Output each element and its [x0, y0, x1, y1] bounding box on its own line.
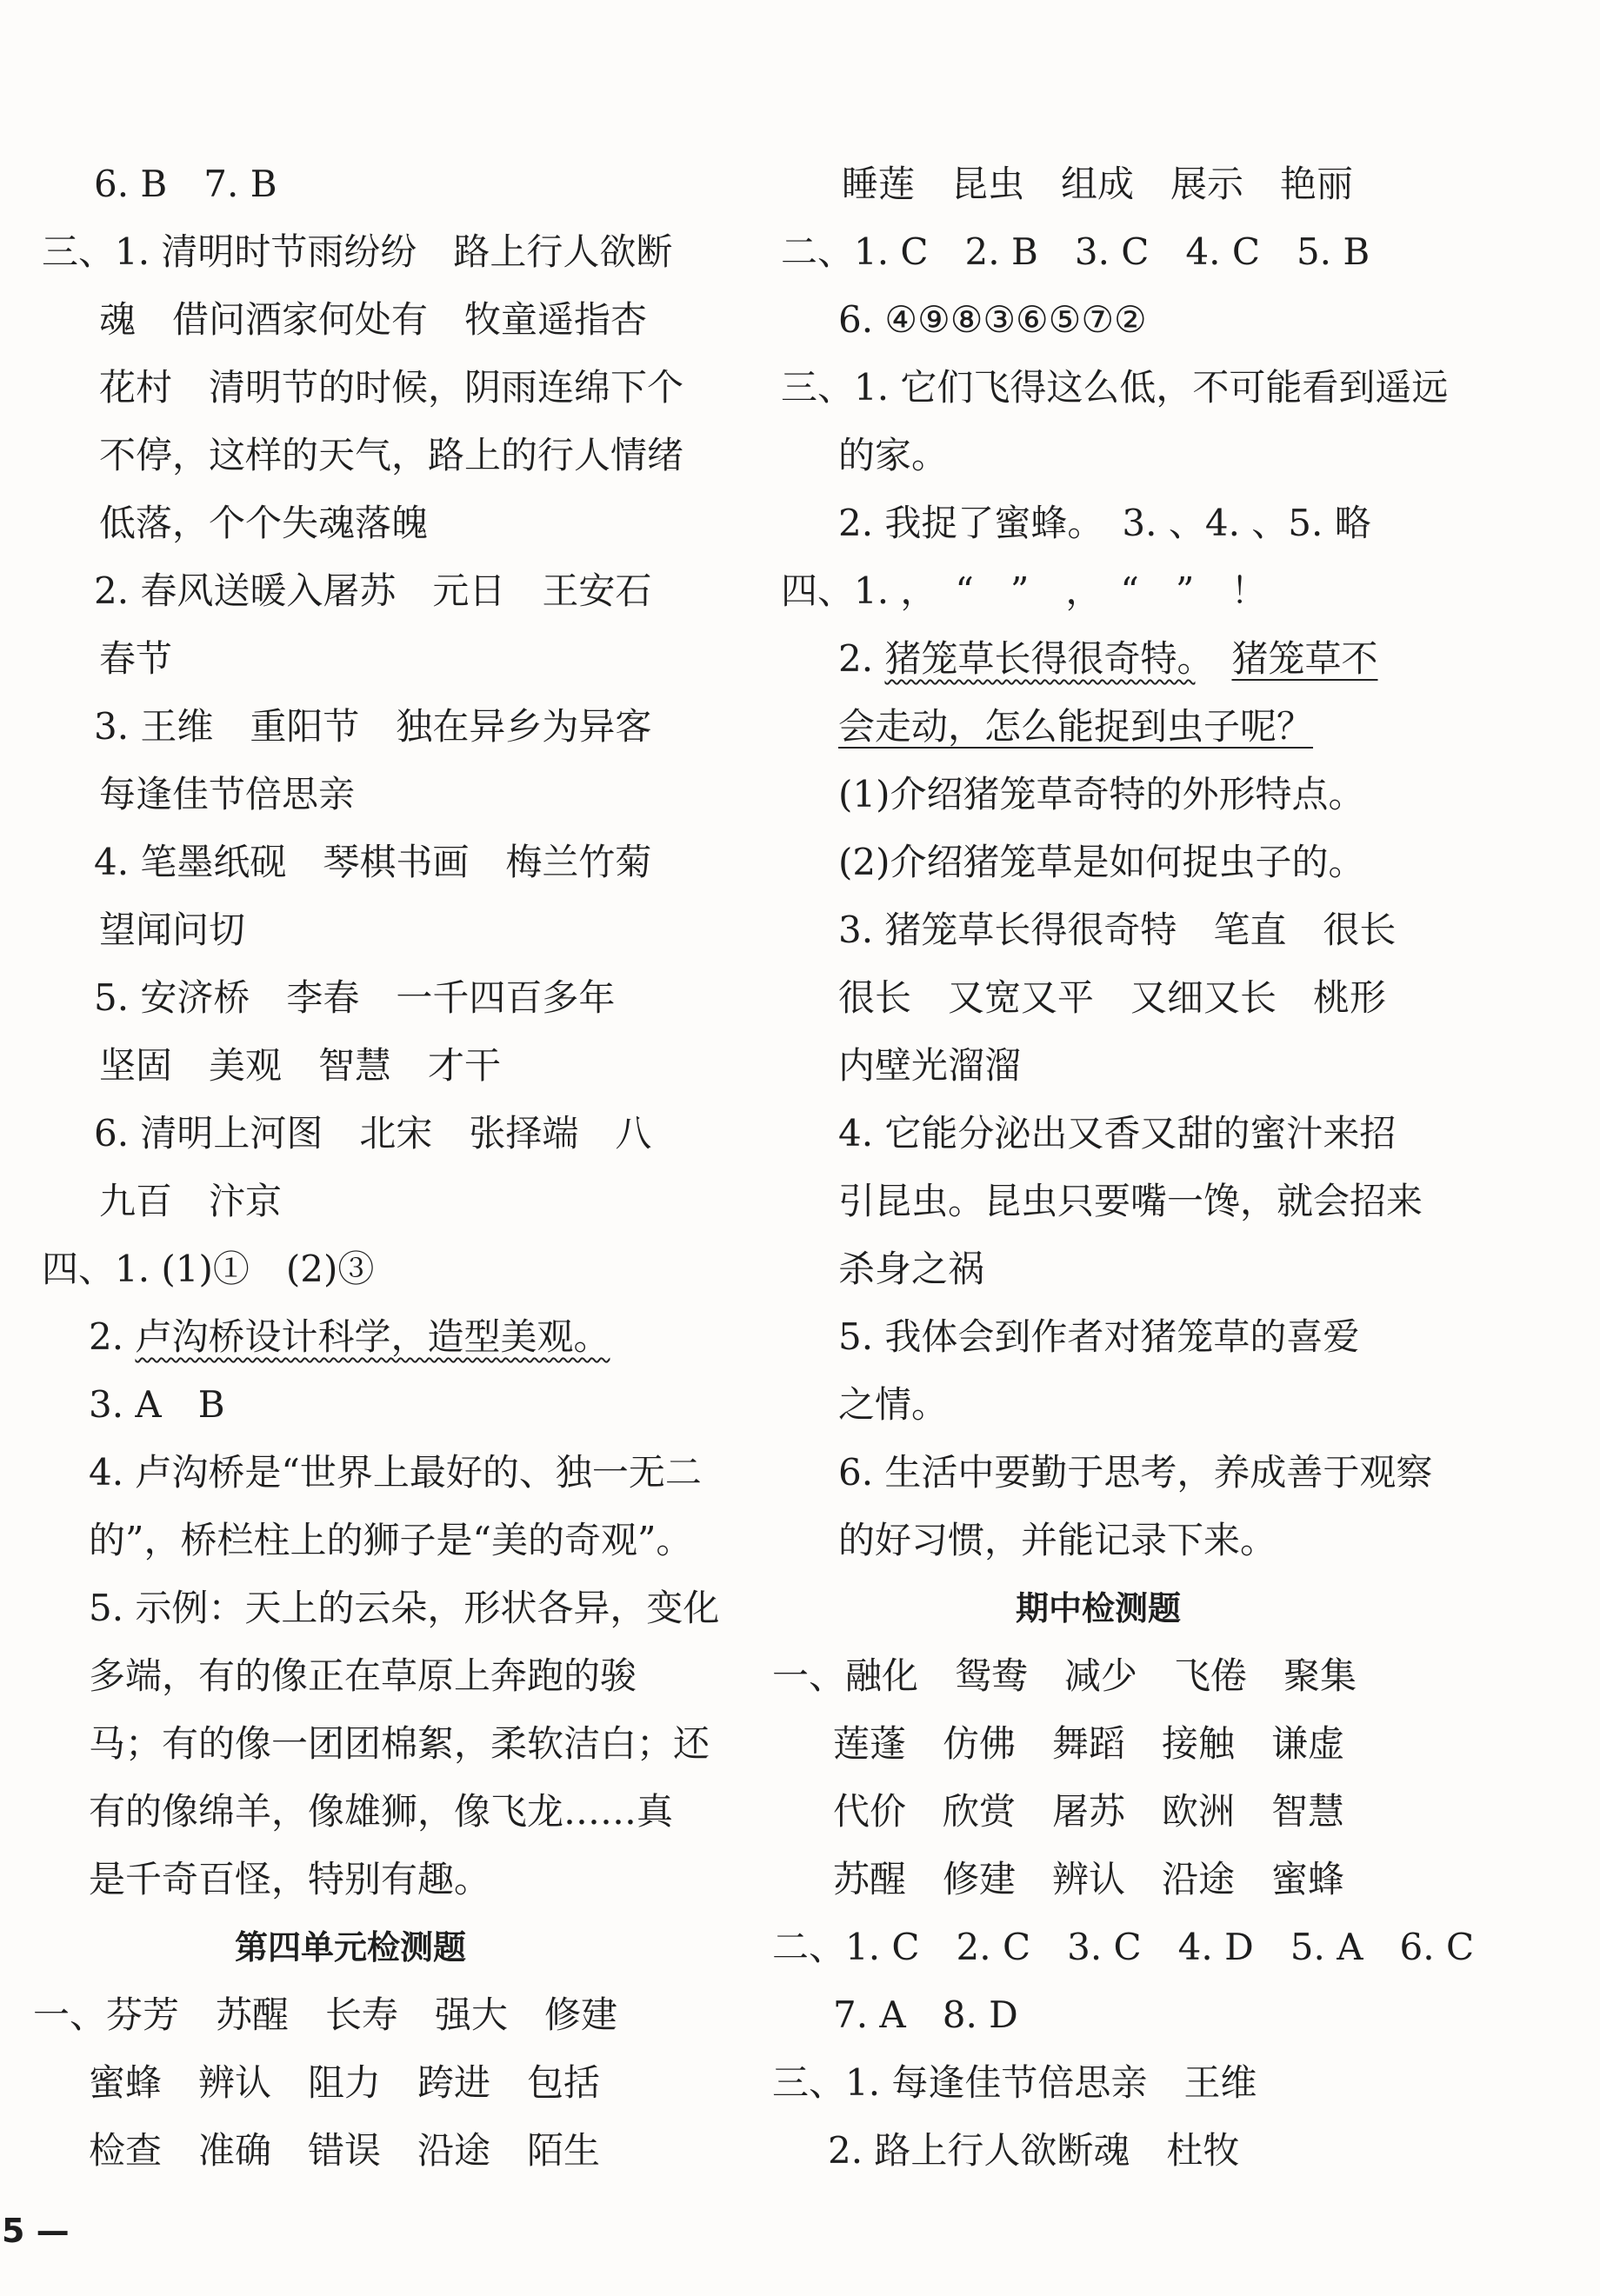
answer-line: 4. 卢沟桥是“世界上最好的、独一无二: [89, 1451, 702, 1494]
answer-line: 3. 王维 重阳节 独在异乡为异客: [94, 705, 652, 748]
item-number: 2.: [838, 637, 885, 680]
answer-line: 之情。: [838, 1383, 949, 1426]
answer-line: 低落，个个失魂落魄: [99, 502, 429, 544]
wavy-underlined-answer: 卢沟桥设计科学，造型美观。: [135, 1315, 610, 1358]
page-number: 5 —: [2, 2212, 70, 2250]
answer-line: 望闻问切: [99, 908, 246, 951]
answer-line: 4. 笔墨纸砚 琴棋书画 梅兰竹菊: [94, 841, 652, 883]
answer-line: 每逢佳节倍思亲: [99, 773, 356, 815]
answer-line: 坚固 美观 智慧 才干: [99, 1044, 502, 1087]
answer-line: 四、1. ， “ ” ， “ ” ！: [781, 569, 1268, 612]
answer-line: 2. 春风送暖入屠苏 元日 王安石: [94, 569, 652, 612]
answer-line: 一、芬芳 苏醒 长寿 强大 修建: [33, 1993, 618, 2036]
answer-line: 的”，桥栏柱上的狮子是“美的奇观”。: [89, 1519, 693, 1561]
section-heading: 期中检测题: [1016, 1589, 1182, 1627]
answer-line: 4. 它能分泌出又香又甜的蜜汁来招: [838, 1112, 1397, 1155]
answer-line: 三、1. 每逢佳节倍思亲 王维: [772, 2061, 1257, 2104]
answer-line: 引昆虫。昆虫只要嘴一馋，就会招来: [838, 1180, 1423, 1222]
answer-line: 代价 欣赏 屠苏 欧洲 智慧: [833, 1790, 1345, 1833]
answer-line: 魂 借问酒家何处有 牧童遥指杏: [99, 298, 648, 341]
answer-line: 2. 我捉了蜜蜂。 3. 、4. 、5. 略: [838, 502, 1371, 544]
answer-line: 多端，有的像正在草原上奔跑的骏: [89, 1654, 637, 1697]
answer-line: 睡莲 昆虫 组成 展示 艳丽: [842, 163, 1354, 205]
answer-line: 四、1. (1)① (2)③: [42, 1248, 375, 1290]
answer-line: 3. A B: [89, 1383, 225, 1426]
answer-line: 2. 路上行人欲断魂 杜牧: [828, 2129, 1240, 2172]
answer-line: (1)介绍猪笼草奇特的外形特点。: [838, 773, 1365, 815]
section-heading: 第四单元检测题: [235, 1928, 467, 1967]
answer-line: 三、1. 它们飞得这么低，不可能看到遥远: [781, 366, 1449, 409]
answer-line: 蜜蜂 辨认 阻力 跨进 包括: [89, 2061, 601, 2104]
answer-line: 检查 准确 错误 沿途 陌生: [89, 2129, 601, 2172]
underlined-answer: 会走动，怎么能捉到虫子呢？: [838, 705, 1314, 748]
answer-line: 6. 生活中要勤于思考，养成善于观察: [838, 1451, 1433, 1494]
answer-line: 莲蓬 仿佛 舞蹈 接触 谦虚: [833, 1722, 1345, 1765]
answer-line: 6. 清明上河图 北宋 张择端 八: [94, 1112, 652, 1155]
answer-line: 二、1. C 2. C 3. C 4. D 5. A 6. C: [772, 1926, 1475, 1968]
answer-line: 的好习惯，并能记录下来。: [838, 1519, 1277, 1561]
answer-line: 花村 清明节的时候，阴雨连绵下个: [99, 366, 684, 409]
answer-line: 6. ④⑨⑧③⑥⑤⑦②: [838, 298, 1147, 341]
answer-line: 九百 汴京: [99, 1180, 283, 1222]
answer-line: 的家。: [838, 434, 949, 476]
answer-line: [89, 1314, 610, 1360]
answer-line: 6. B 7. B: [94, 163, 277, 205]
answer-line: [838, 636, 1377, 682]
answer-line: [838, 704, 1313, 749]
answer-line: 不停，这样的天气，路上的行人情绪: [99, 434, 684, 476]
answer-line: 3. 猪笼草长得很奇特 笔直 很长: [838, 908, 1397, 951]
answer-line: 春节: [99, 637, 173, 680]
wavy-underlined-answer: 猪笼草长得很奇特。: [884, 637, 1196, 680]
answer-line: (2)介绍猪笼草是如何捉虫子的。: [838, 841, 1365, 883]
answer-line: 5. 示例：天上的云朵，形状各异，变化: [89, 1587, 720, 1629]
answer-line: 一、融化 鸳鸯 减少 飞倦 聚集: [772, 1654, 1357, 1697]
answer-line: 苏醒 修建 辨认 沿途 蜜蜂: [833, 1858, 1345, 1900]
answer-line: 马；有的像一团团棉絮，柔软洁白；还: [89, 1722, 710, 1765]
answer-line: 内壁光溜溜: [838, 1044, 1022, 1087]
answer-line: 5. 我体会到作者对猪笼草的喜爱: [838, 1315, 1360, 1358]
answer-line: 有的像绵羊，像雄狮，像飞龙……真: [89, 1790, 674, 1833]
answer-line: 很长 又宽又平 又细又长 桃形: [838, 976, 1387, 1019]
answer-line: 二、1. C 2. B 3. C 4. C 5. B: [781, 230, 1370, 273]
answer-line: 5. 安济桥 李春 一千四百多年: [94, 976, 616, 1019]
answer-line: 是千奇百怪，特别有趣。: [89, 1858, 491, 1900]
item-number: 2.: [89, 1315, 136, 1358]
answer-line: 三、1. 清明时节雨纷纷 路上行人欲断: [42, 230, 673, 273]
answer-line: 7. A 8. D: [833, 1993, 1018, 2036]
underlined-answer: 猪笼草不: [1231, 637, 1378, 680]
answer-line: 杀身之祸: [838, 1248, 985, 1290]
